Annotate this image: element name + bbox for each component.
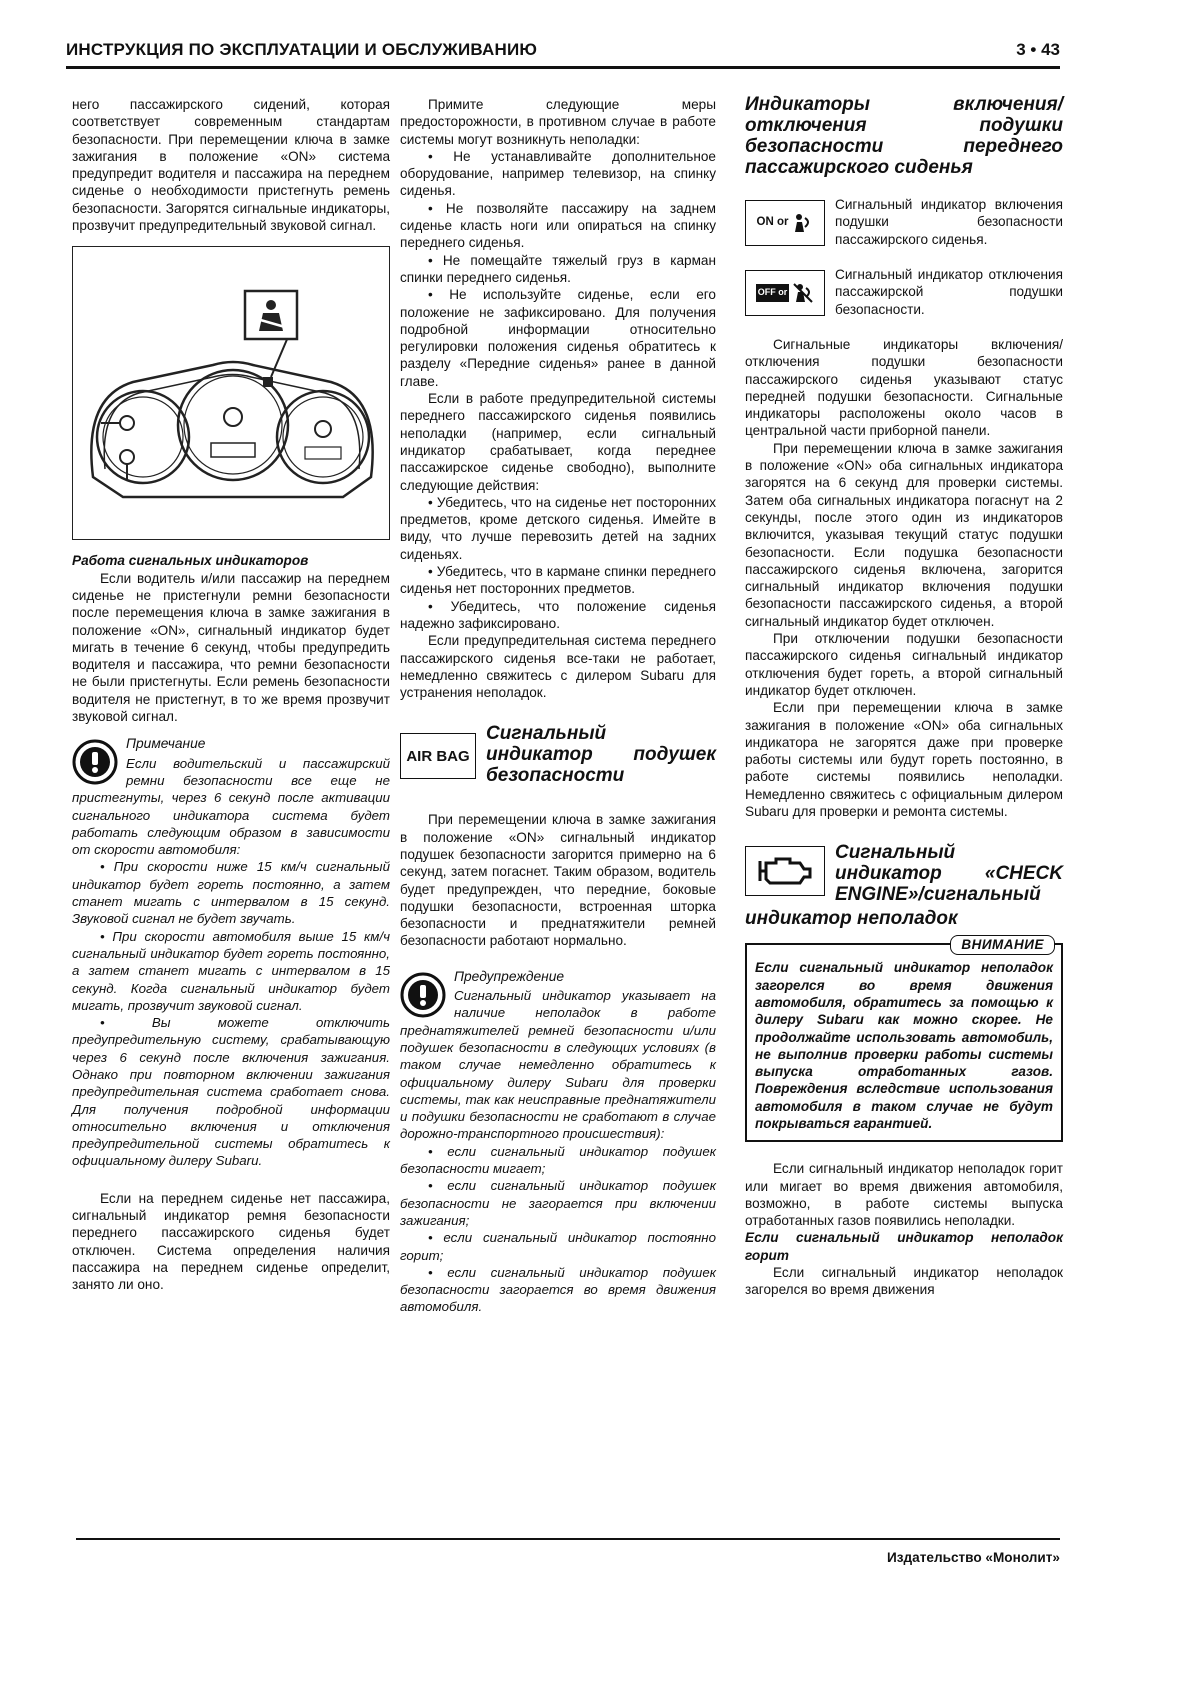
section-title: Сигнальный индикатор подушек безопасности [486, 723, 716, 787]
check-engine-icon [745, 846, 825, 896]
indicator-label: OFF or [756, 284, 790, 301]
list-item: • Убедитесь, что положение сиденья надежно зафиксировано. [400, 598, 716, 631]
list-item: • Не помещайте тяжелый груз в карман спинки переднего сиденья. [400, 252, 716, 285]
section-title: Сигнальный индикатор «CHECK ENGINE»/сигнальный [835, 842, 1063, 906]
paragraph: него пассажирского сидений, которая соответствует современным стандартам безопасности. При перемещении ключа в замке зажигания в положение «ON» система предупредит водителя и пассажира на переднем сиденье о необходимости пристегнуть ремень безопасности. Загорятся сигнальные индикаторы, прозвучит предупредительный звуковой сигнал. [72, 97, 390, 234]
list-item: • Не позволяйте пассажиру на заднем сиденье класть ноги или опираться на спинку переднего сиденья. [400, 200, 716, 251]
check-engine-heading [745, 842, 1063, 920]
page-number: 3 • 43 [1016, 40, 1060, 59]
paragraph: При перемещении ключа в замке зажигания в положение «ON» сигнальный индикатор подушек безопасности загорится примерно на 6 секунд, затем погаснет. Таким образом, водитель будет предупрежден, что передние, боковые подушки безопасности, встроенная шторка безопасности и преднатяжители ремней безопасности работают нормально. [400, 812, 716, 949]
warning-body: Сигнальный индикатор указывает на наличие неполадок в работе преднатяжителей ремней безопасности и/или подушек безопасности в следующих условиях (в таком случае немедленно обратитесь к официальному дилеру Subaru для проверки системы, так как неисправные преднатяжители и подушки безопасности не сработают в случае дорожно-транспортного происшествия): [400, 988, 716, 1142]
list-item: • Убедитесь, что на сиденье нет посторонних предметов, кроме детского сиденья. Имейте в виду, что лучше перевозить детей на задних сиденьях. [400, 494, 716, 562]
attention-label: ВНИМАНИЕ [950, 935, 1055, 954]
column-3 [745, 96, 1063, 1299]
note-block [72, 735, 390, 1169]
figure-caption: Работа сигнальных индикаторов [72, 553, 309, 569]
paragraph: Если при перемещении ключа в замке зажигания в положение «ON» оба сигнальных индикатора не загорятся даже при проверке работы системы или будут гореть постоянно, в работе системы появились неполадки. Немедленно свяжитесь с официальным дилером Subaru для проверки и ремонта системы. [745, 700, 1063, 820]
paragraph: Если водитель и/или пассажир на переднем сиденье не пристегнули ремни безопасности после перемещения ключа в замке зажигания в положение «ON», сигнальный индикатор будет мигать в течение 6 секунд, чтобы предупредить водителя и пассажира, что ремни безопасности не были пристегнуты. Если ремень безопасности водителя не пристегнут, в то же время прозвучит звуковой сигнал. [72, 570, 390, 725]
warning-bullet: • если сигнальный индикатор подушек безопасности загорается во время движения автомобиля. [400, 1264, 716, 1315]
list-item: • Не устанавливайте дополнительное оборудование, например телевизор, на спинку сиденья. [400, 148, 716, 199]
warning-block [400, 968, 716, 1316]
paragraph: Если сигнальный индикатор неполадок горит или мигает во время движения автомобиля, возможно, в работе системы выпуска отработанных газов появились неполадки. [745, 1161, 1063, 1229]
paragraph: При отключении подушки безопасности пассажирского сиденья сигнальный индикатор отключения будет гореть, а второй сигнальный индикатор будет отключен. [745, 631, 1063, 698]
indicator-description: Сигнальный индикатор отключения пассажирской подушки безопасности. [835, 267, 1063, 317]
subheading: Если сигнальный индикатор неполадок горит [745, 1230, 1063, 1263]
airbag-on-indicator [745, 200, 825, 246]
warning-bullet: • если сигнальный индикатор подушек безопасности мигает; [400, 1143, 716, 1177]
publisher-footer: Издательство «Монолит» [887, 1550, 1060, 1565]
warning-bullet: • если сигнальный индикатор постоянно горит; [400, 1230, 716, 1263]
list-item: • Не используйте сиденье, если его положение не зафиксировано. Для получения подробной информации относительно регулировки положения сиденья обратитесь к разделу «Передние сиденья» ранее в данной главе. [400, 287, 716, 389]
note-body: Если водительский и пассажирский ремни безопасности все еще не пристегнуты, через 6 секунд после активации сигнального индикатора система будет работать следующим образом в зависимости от скорости автомобиля: [72, 755, 390, 858]
column-1 [72, 96, 390, 1294]
attention-box [745, 937, 1063, 1142]
airbag-badge: AIR BAG [400, 733, 476, 779]
paragraph: Если в работе предупредительной системы переднего пассажирского сиденья появились неполадки (например, если сигнальный индикатор срабатывает, когда переднее пассажирское сиденье свободно), выполните следующие действия: [400, 391, 716, 493]
paragraph: Примите следующие меры предосторожности, в противном случае в работе системы могут возникнуть неполадки: [400, 97, 716, 147]
passenger-airbag-icon [791, 212, 813, 234]
attention-text: Если сигнальный индикатор неполадок загорелся во время движения автомобиля, обратитесь за помощью к дилеру Subaru как можно скорее. Не продолжайте использовать автомобиль, не выполнив проверки работы системы выпуска отработанных газов. Повреждения вследствие использования автомобиля в таком случае не будут покрываться гарантией. [755, 960, 1053, 1131]
dashboard-figure [72, 246, 390, 540]
indicator-on-row [745, 196, 1063, 260]
note-bullet: • При скорости ниже 15 км/ч сигнальный индикатор будет гореть постоянно, а затем станет мигать с интервалом в 15 секунд. Звуковой сигнал не будет звучать. [72, 859, 390, 927]
page-header [66, 36, 1060, 66]
passenger-airbag-off-icon [792, 282, 814, 304]
airbag-off-indicator [745, 270, 825, 316]
instrument-cluster-illustration [73, 247, 391, 539]
paragraph: При перемещении ключа в замке зажигания в положение «ON» оба сигнальных индикатора загорятся на 6 секунд для проверки системы. Затем оба сигнальных индикатора погаснут на 2 секунды, после этого один из индикаторов включится, указывая текущий статус подушки безопасности. Если подушка безопасности пассажирского сиденья включена, загорится сигнальный индикатор включения подушки безопасности пассажирского сиденья, а второй сигнальный индикатор будет отключен. [745, 440, 1063, 629]
indicator-description: Сигнальный индикатор включения подушки безопасности пассажирского сиденья. [835, 197, 1063, 247]
list-item: • Убедитесь, что в кармане спинки переднего сиденья нет посторонних предметов. [400, 564, 716, 597]
warning-bullet: • если сигнальный индикатор подушек безопасности не загорается при включении зажигания; [400, 1178, 716, 1228]
paragraph: Сигнальные индикаторы включения/отключения подушки безопасности пассажирского сиденья указывают статус передней подушки безопасности. Сигнальные индикаторы расположены около часов в центральной части приборной панели. [745, 337, 1063, 439]
warning-title: Предупреждение [454, 968, 565, 984]
header-rule [66, 66, 1060, 69]
warning-icon [400, 972, 446, 1018]
indicator-label: ON or [756, 216, 789, 229]
note-title: Примечание [126, 736, 206, 752]
paragraph: Если сигнальный индикатор неполадок загорелся во время движения [745, 1265, 1063, 1298]
column-2 [400, 96, 716, 1316]
paragraph: Если на переднем сиденье нет пассажира, сигнальный индикатор ремня безопасности переднего пассажирского сиденья будет отключен. Система определения наличия пассажира на переднем сиденье определит, занято ли оно. [72, 1190, 390, 1293]
note-bullet: • Вы можете отключить предупредительную систему, срабатывающую через 6 секунд после включения зажигания. Однако при повторном включении зажигания предупредительная система сработает снова. Для получения подробной информации относительно включения и отключения предупредительной системы обратитесь к официальному дилеру Subaru. [72, 1015, 390, 1169]
section-title-continued: индикатор неполадок [745, 908, 958, 930]
airbag-section-heading [400, 723, 716, 793]
footer-rule [76, 1538, 1060, 1540]
note-bullet: • При скорости автомобиля выше 15 км/ч сигнальный индикатор будет гореть постоянно, а затем станет мигать с интервалом в 15 секунд. Когда сигнальный индикатор будет мигать, прозвучит звуковой сигнал. [72, 928, 390, 1013]
paragraph: Если предупредительная система переднего пассажирского сиденья все-таки не работает, немедленно свяжитесь с дилером Subaru для устранения неполадок. [400, 633, 716, 701]
indicator-off-row [745, 266, 1063, 330]
header-title: ИНСТРУКЦИЯ ПО ЭКСПЛУАТАЦИИ И ОБСЛУЖИВАНИЮ [66, 40, 538, 59]
info-icon [72, 739, 118, 785]
section-title: Индикаторы включения/ отключения подушки безопасности переднего пассажирского сиденья [745, 94, 1063, 178]
